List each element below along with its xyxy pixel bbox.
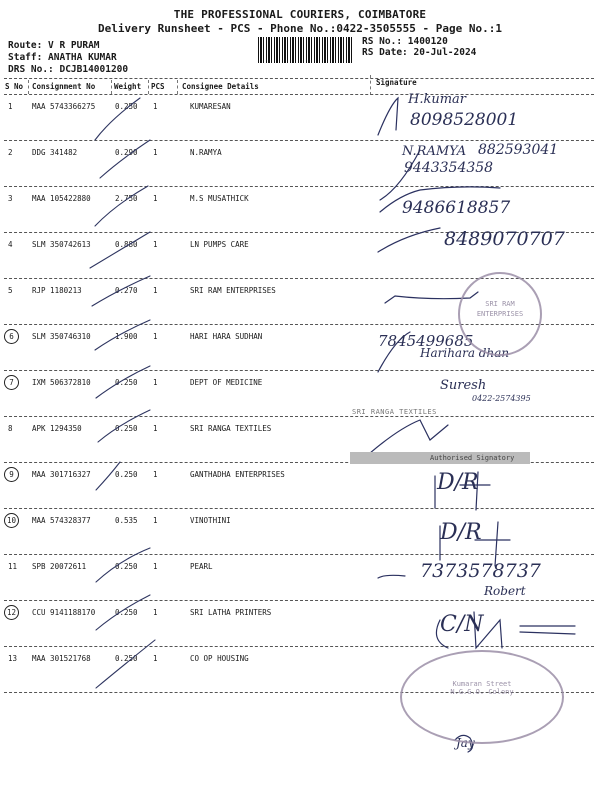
row-weight: 0.250 [115, 470, 138, 479]
row-consignee: KUMARESAN [190, 102, 231, 111]
row-consignment-no: SLM 350742613 [32, 240, 91, 249]
row-weight: 0.290 [115, 148, 138, 157]
signature-stroke [378, 575, 405, 578]
row-consignment-no: DDG 341482 [32, 148, 78, 157]
row-weight: 0.880 [115, 240, 138, 249]
col-consignee: Consignee Details [182, 82, 259, 91]
row-weight: 0.250 [115, 102, 138, 111]
row-weight: 0.250 [115, 378, 138, 387]
row-pcs: 1 [153, 424, 158, 433]
row-pcs: 1 [153, 378, 158, 387]
stamp-line: Kumaran Street [452, 680, 512, 688]
housing-society-stamp [400, 650, 564, 744]
row-sno: 11 [8, 562, 18, 571]
row-consignment-no: RJP 1180213 [32, 286, 82, 295]
row-pcs: 1 [153, 286, 158, 295]
sri-ranga-stamp: SRI RANGA TEXTILES [352, 408, 437, 416]
sig-6-name: Harihara dhan [420, 346, 510, 360]
row-sno: 7 [4, 375, 19, 390]
row-consignment-no: MAA 574328377 [32, 516, 91, 525]
sri-ram-stamp [458, 272, 542, 356]
row-consignment-no: MAA 301521768 [32, 654, 91, 663]
signature-stroke [520, 626, 575, 634]
row-sno: 6 [4, 329, 19, 344]
sig-4-phone: 8489070707 [444, 228, 565, 250]
row-pcs: 1 [153, 194, 158, 203]
col-weight: Weight [114, 82, 142, 91]
sig-12-mark: C/N [440, 612, 484, 637]
row-pcs: 1 [153, 332, 158, 341]
col-pcs: PCS [151, 82, 165, 91]
row-sno: 4 [8, 240, 13, 249]
row-weight: 1.900 [115, 332, 138, 341]
row-consignee: HARI HARA SUDHAN [190, 332, 263, 341]
row-consignee: N.RAMYA [190, 148, 222, 157]
row-weight: 0.535 [115, 516, 138, 525]
row-consignment-no: APK 1294350 [32, 424, 82, 433]
row-consignee: CO OP HOUSING [190, 654, 249, 663]
sig-10-mark: D/R [440, 520, 482, 545]
row-consignee: LN PUMPS CARE [190, 240, 249, 249]
row-pcs: 1 [153, 608, 158, 617]
stamp-text: SRI RAM ENTERPRISES [476, 300, 524, 318]
row-consignee: GANTHADHA ENTERPRISES [190, 470, 285, 479]
row-pcs: 1 [153, 470, 158, 479]
row-sno: 12 [4, 605, 19, 620]
row-consignee: PEARL [190, 562, 213, 571]
col-sno: S No [5, 82, 24, 91]
company-title: THE PROFESSIONAL COURIERS, COIMBATORE [173, 8, 427, 21]
row-pcs: 1 [153, 516, 158, 525]
sig-3-phone: 9486618857 [402, 198, 511, 218]
sig-11-name: Robert [484, 584, 526, 598]
sig-7-name: Suresh [440, 378, 487, 393]
row-sno: 5 [8, 286, 13, 295]
row-consignment-no: MAA 105422880 [32, 194, 91, 203]
row-pcs: 1 [153, 148, 158, 157]
row-consignment-no: IXM 506372810 [32, 378, 91, 387]
sig-7-phone: 0422-2574395 [472, 394, 531, 403]
row-weight: 0.250 [115, 424, 138, 433]
row-sno: 9 [4, 467, 19, 482]
sig-2-phone-a: 882593041 [478, 142, 559, 158]
row-sno: 2 [8, 148, 13, 157]
row-consignment-no: CCU 9141188170 [32, 608, 96, 617]
row-weight: 2.750 [115, 194, 138, 203]
row-consignment-no: SLM 350746310 [32, 332, 91, 341]
row-pcs: 1 [153, 654, 158, 663]
row-sno: 10 [4, 513, 19, 528]
runsheet-subtitle: Delivery Runsheet - PCS - Phone No.:0422-3505555 - Page No.:1 [98, 22, 502, 35]
row-consignment-no: MAA 301716327 [32, 470, 91, 479]
signature-stroke [378, 98, 398, 135]
col-consignment: Consignment No [32, 82, 96, 91]
row-weight: 0.270 [115, 286, 138, 295]
row-consignment-no: SPB 20072611 [32, 562, 87, 571]
row-sno: 3 [8, 194, 13, 203]
staff-label: Staff: ANATHA KUMAR [8, 52, 117, 63]
row-consignee: SRI LATHA PRINTERS [190, 608, 272, 617]
row-pcs: 1 [153, 102, 158, 111]
sig-13-name: Jay [456, 736, 475, 750]
sig-6-phone: 7845499685 [378, 332, 474, 350]
sig-2-name: N.RAMYA [402, 144, 467, 159]
sig-9-mark: D/R [437, 470, 479, 495]
row-consignee: DEPT OF MEDICINE [190, 378, 263, 387]
row-sno: 8 [8, 424, 13, 433]
sig-1-phone: 8098528001 [410, 110, 519, 130]
sig-1-name: H.kumar [408, 92, 467, 107]
sig-11-phone: 7373578737 [420, 560, 541, 582]
drs-number: DRS No.: DCJB14001200 [8, 64, 129, 75]
stamp-line: N.G.G.O. Colony [450, 688, 514, 696]
signature-stroke [378, 228, 440, 252]
row-consignment-no: MAA 5743366275 [32, 102, 96, 111]
row-sno: 13 [8, 654, 18, 663]
row-pcs: 1 [153, 562, 158, 571]
row-consignee: SRI RANGA TEXTILES [190, 424, 272, 433]
sig-2-phone-b: 9443354358 [404, 160, 494, 176]
route-label: Route: V R PURAM [8, 40, 100, 51]
row-consignee: VINOTHINI [190, 516, 231, 525]
rs-date: RS Date: 20-Jul-2024 [362, 47, 477, 58]
row-weight: 0.250 [115, 608, 138, 617]
row-sno: 1 [8, 102, 13, 111]
row-weight: 0.250 [115, 562, 138, 571]
row-weight: 0.250 [115, 654, 138, 663]
row-pcs: 1 [153, 240, 158, 249]
authorised-signatory: Authorised Signatory [430, 454, 515, 462]
rs-number: RS No.: 1400120 [362, 36, 448, 47]
row-consignee: SRI RAM ENTERPRISES [190, 286, 276, 295]
col-signature: Signature [376, 78, 417, 87]
row-consignee: M.S MUSATHICK [190, 194, 249, 203]
